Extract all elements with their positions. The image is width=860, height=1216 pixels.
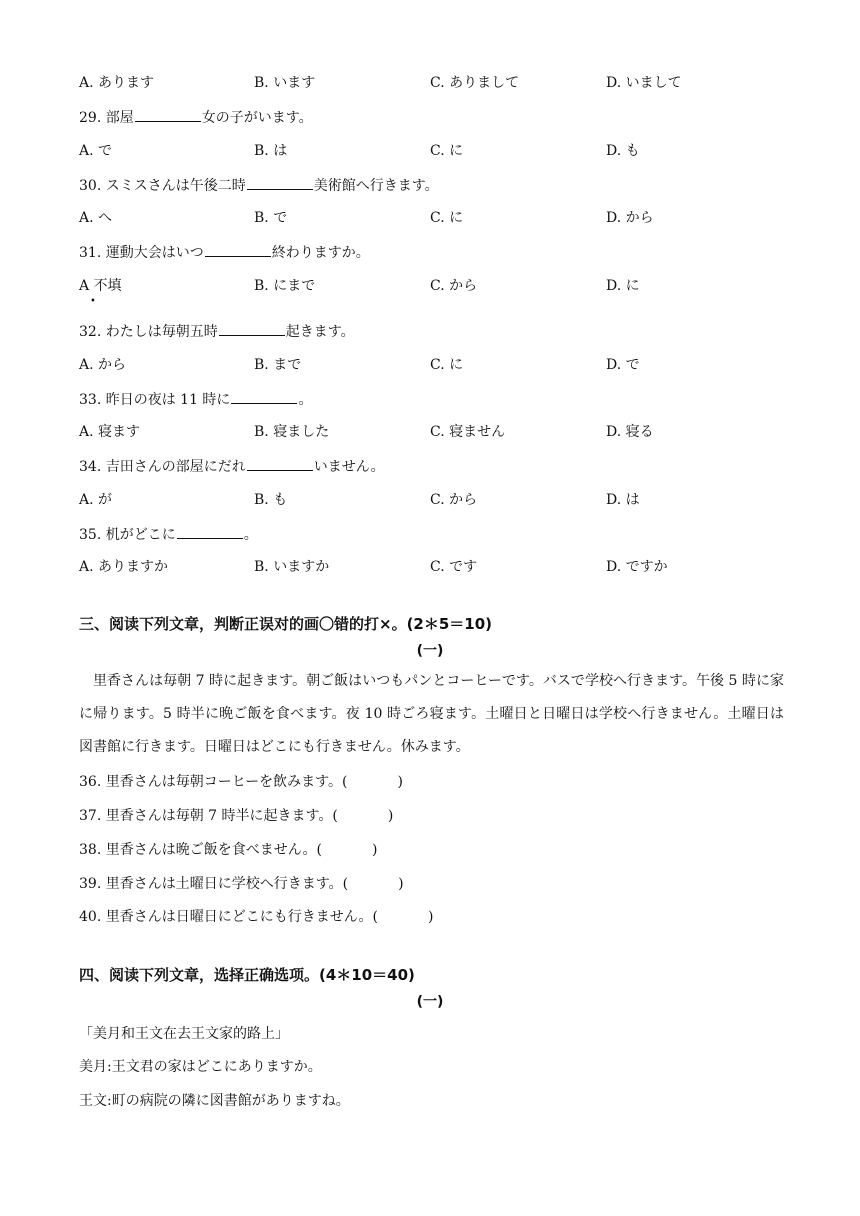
q37-text: 37. 里香さんは毎朝 7 時半に起きます。( (79, 808, 338, 824)
q34-option-a: A. が (79, 492, 113, 508)
q32-option-b: B. まで (254, 357, 302, 373)
q31-question (79, 242, 370, 263)
q39-paren-close: ) (398, 876, 404, 892)
q33-option-b: B. 寝ました (254, 424, 330, 440)
q32-options (79, 355, 779, 375)
q30-option-b: B. で (254, 210, 288, 226)
q35-text-post: 。 (243, 527, 258, 543)
q36-text: 36. 里香さんは毎朝コーヒーを飲みます。( (79, 774, 348, 790)
q30-blank (247, 175, 313, 190)
q35-blank (177, 524, 243, 539)
q31-option-d: D. に (606, 278, 640, 294)
q33-option-a: A. 寝ます (79, 424, 141, 440)
q39-text: 39. 里香さんは土曜日に学校へ行きます。( (79, 876, 349, 892)
q34-option-d: D. は (606, 492, 640, 508)
q34-option-b: B. も (254, 492, 288, 508)
dialogue-line-2: 王文:町の病院の隣に図書館がありますね。 (79, 1093, 350, 1109)
q30-number: 30. (79, 178, 106, 194)
q40-text: 40. 里香さんは日曜日にどこにも行きません。( (79, 909, 379, 925)
q32-option-c: C. に (430, 357, 464, 373)
q35-option-c: C. です (430, 559, 478, 575)
q34-option-c: C. から (430, 492, 478, 508)
q31-text-post: 終わりますか。 (271, 245, 370, 261)
q39-statement (79, 874, 404, 894)
q33-option-c: C. 寝ません (430, 424, 506, 440)
q28-options (79, 73, 779, 93)
q28-option-b: B. います (254, 75, 316, 91)
q29-blank (135, 107, 201, 122)
q31-options (79, 276, 779, 296)
q29-number: 29. (79, 110, 106, 126)
q30-text-post: 美術館へ行きます。 (313, 178, 439, 194)
q33-question (79, 389, 312, 410)
q34-options (79, 490, 779, 510)
q34-blank (247, 456, 313, 471)
q35-option-d: D. ですか (606, 559, 668, 575)
section3-heading: 三、阅读下列文章，判断正误对的画〇错的打×。(2＊5＝10) (79, 615, 493, 633)
q30-text-pre: スミスさんは午後二時 (105, 178, 246, 194)
section3-subheading: (一) (416, 643, 444, 659)
q30-option-a: A. へ (79, 210, 113, 226)
q29-question (79, 107, 313, 128)
section4-heading: 四、阅读下列文章，选择正确选项。(4＊10＝40) (79, 966, 415, 984)
q29-options (79, 141, 779, 161)
q40-paren-close: ) (428, 909, 434, 925)
q35-option-b: B. いますか (254, 559, 330, 575)
q35-number: 35. (79, 527, 106, 543)
q32-text-post: 起きます。 (285, 324, 355, 340)
q31-number: 31. (79, 245, 106, 261)
q31-text-pre: 運動大会はいつ (105, 245, 204, 261)
stray-dot-mark: • (90, 296, 96, 307)
q30-question (79, 175, 439, 196)
q36-statement (79, 772, 403, 792)
q34-text-pre: 吉田さんの部屋にだれ (105, 459, 246, 475)
q35-options (79, 557, 779, 577)
section4-scene-note: 「美月和王文在去王文家的路上」 (79, 1026, 289, 1042)
q28-option-d: D. いまして (606, 75, 682, 91)
q37-statement (79, 806, 393, 826)
q29-option-b: B. は (254, 143, 288, 159)
q34-question (79, 456, 385, 477)
q35-question (79, 524, 258, 545)
q38-paren-close: ) (372, 842, 378, 858)
section4-subheading: (一) (416, 994, 444, 1010)
q31-option-c: C. から (430, 278, 478, 294)
q33-text-pre: 昨日の夜は 11 時に (105, 392, 231, 408)
q29-option-a: A. で (79, 143, 113, 159)
q32-blank (219, 321, 285, 336)
q40-statement (79, 907, 433, 927)
q37-paren-close: ) (387, 808, 394, 824)
q32-number: 32. (79, 324, 106, 340)
q31-blank (205, 242, 271, 257)
q34-text-post: いません。 (313, 459, 385, 475)
q31-option-b: B. にまで (254, 278, 316, 294)
q30-option-d: D. から (606, 210, 654, 226)
q33-number: 33. (79, 392, 106, 408)
q29-option-d: D. も (606, 143, 640, 159)
q29-text-pre: 部屋 (105, 110, 134, 126)
q32-question (79, 321, 355, 342)
q31-option-a: A 不填 (79, 278, 122, 294)
q38-text: 38. 里香さんは晩ご飯を食べません。( (79, 842, 323, 858)
q32-option-d: D. で (606, 357, 640, 373)
q35-text-pre: 机がどこに (105, 527, 176, 543)
q33-blank (231, 389, 297, 404)
q32-text-pre: わたしは毎朝五時 (105, 324, 218, 340)
q30-options (79, 208, 779, 228)
q33-option-d: D. 寝る (606, 424, 654, 440)
q38-statement (79, 840, 378, 860)
q33-options (79, 422, 779, 442)
q29-text-post: 女の子がいます。 (201, 110, 313, 126)
q28-option-c: C. ありまして (430, 75, 520, 91)
q29-option-c: C. に (430, 143, 464, 159)
section3-passage: 里香さんは毎朝 7 時に起きます。朝ご飯はいつもパンとコーヒーです。バスで学校へ行きます。午後 5 時に家に帰ります。5 時半に晩ご飯を食べます。夜 10 時ごろ寝ます。土曜日と日曜日は学校へ行きません。土曜日は図書館に行きます。日曜日はどこにも行きません。休みます。 (79, 673, 784, 755)
q28-option-a: A. あります (79, 75, 155, 91)
q34-number: 34. (79, 459, 106, 475)
q30-option-c: C. に (430, 210, 464, 226)
q35-option-a: A. ありますか (79, 559, 169, 575)
q36-paren-close: ) (397, 774, 403, 790)
dialogue-line-1: 美月:王文君の家はどこにありますか。 (79, 1059, 322, 1075)
q33-text-post: 。 (298, 392, 313, 408)
q32-option-a: A. から (79, 357, 127, 373)
